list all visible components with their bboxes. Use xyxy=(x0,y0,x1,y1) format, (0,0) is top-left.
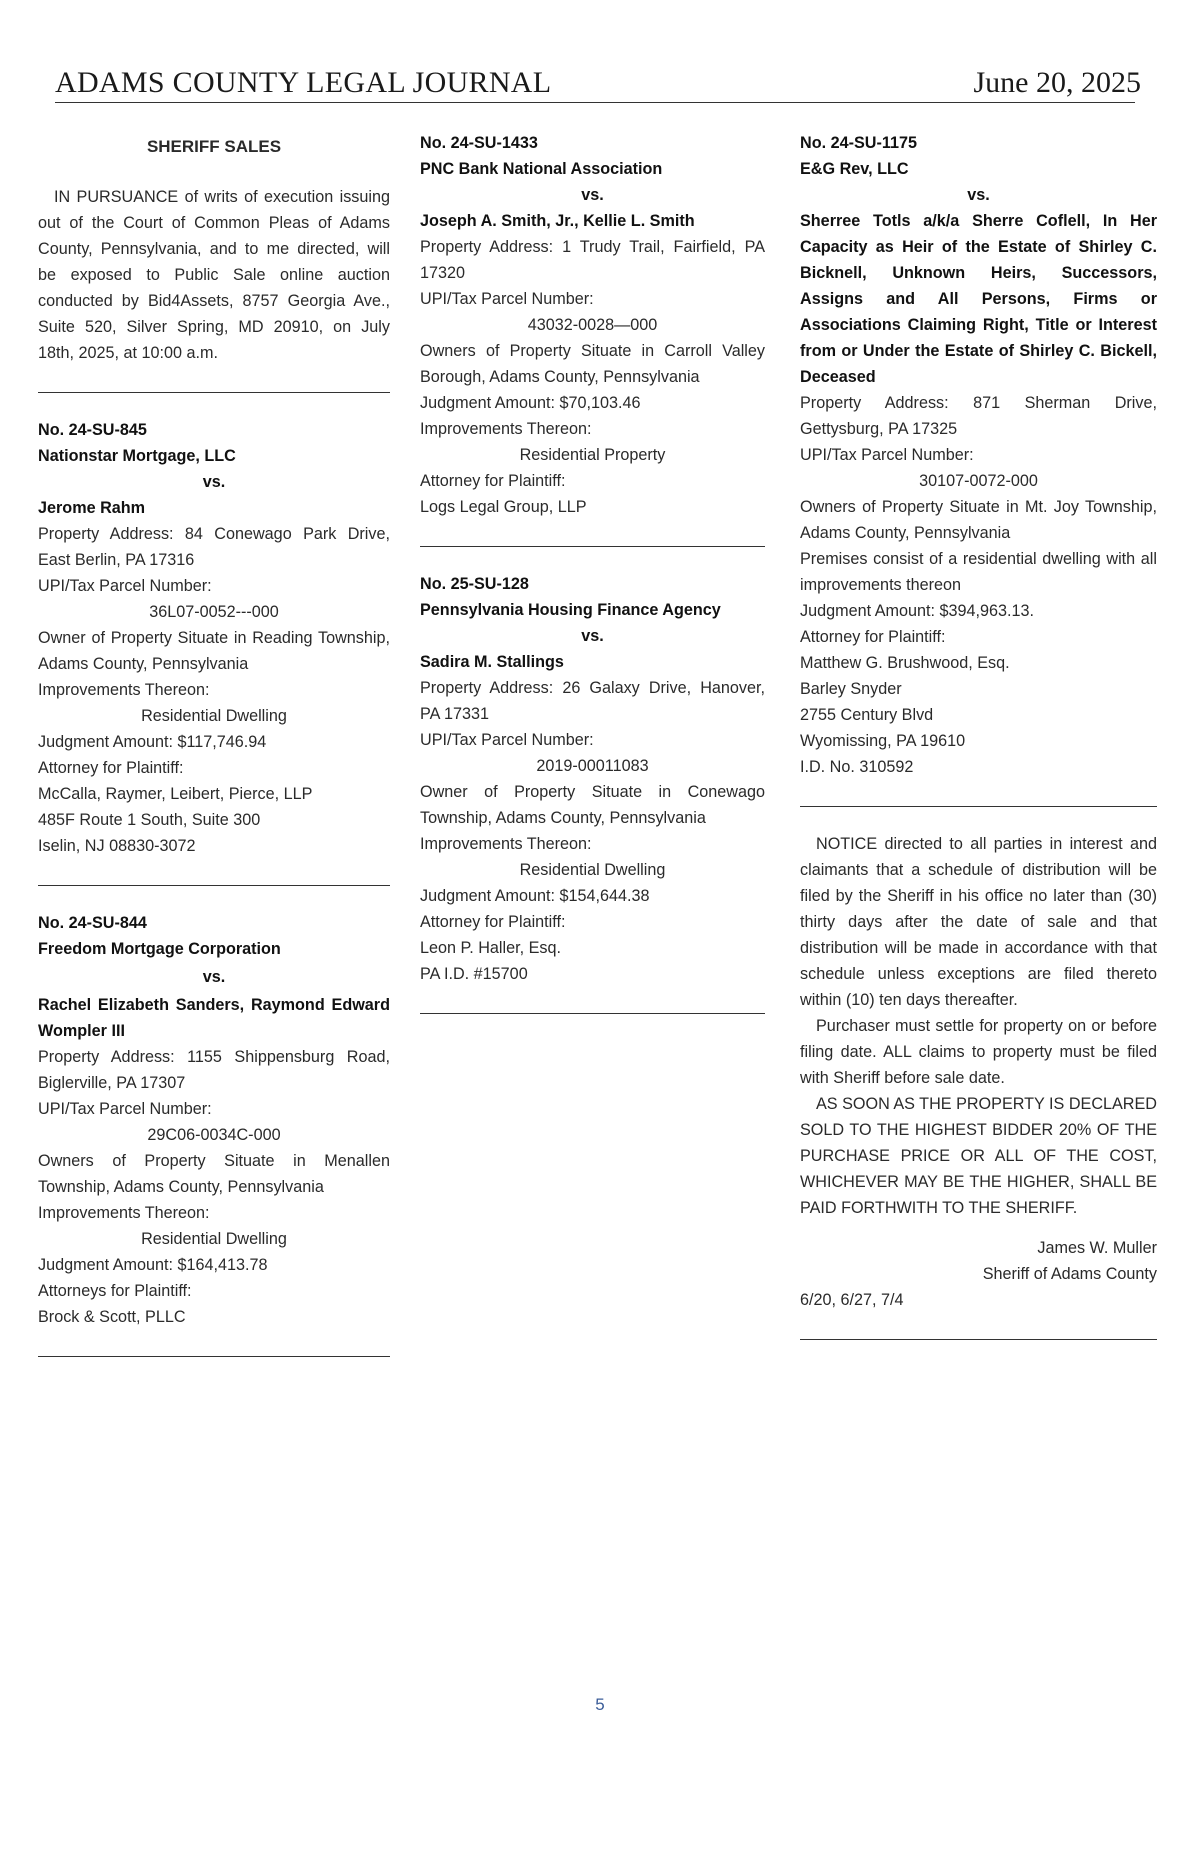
parcel-number: 36L07-0052---000 xyxy=(149,603,279,621)
divider xyxy=(800,1339,1157,1340)
property-address: Property Address: 1 Trudy Trail, Fairfield, PA 17320 xyxy=(420,238,765,282)
sheriff-name: James W. Muller xyxy=(1037,1239,1157,1257)
case-number: No. 24-SU-1433 xyxy=(420,134,538,152)
parcel-number: 30107-0072-000 xyxy=(919,472,1038,490)
issue-date: June 20, 2025 xyxy=(973,66,1141,99)
plaintiff: PNC Bank National Association xyxy=(420,160,663,178)
page-number: 5 xyxy=(595,1695,605,1714)
notice-paragraph: NOTICE directed to all parties in interest and claimants that a schedule of distribution will be filed by the Sheriff in his office no later than (30) thirty days after the date of sale and that distribution will be made in accordance with that schedule unless exceptions are filed thereto within (10) ten days thereafter. xyxy=(800,835,1157,1009)
plaintiff: Nationstar Mortgage, LLC xyxy=(38,447,236,465)
plaintiff: Freedom Mortgage Corporation xyxy=(38,940,281,958)
property-address: Property Address: 26 Galaxy Drive, Hanover, PA 17331 xyxy=(420,679,765,723)
divider xyxy=(800,806,1157,807)
intro-text: IN PURSUANCE of writs of execution issuing out of the Court of Common Pleas of Adams County, Pennsylvania, and to me directed, will be exposed to Public Sale online auction conducted by Bid4Assets, 8757 Georgia Ave., Suite 520, Silver Spring, MD 20910, on July 18th, 2025, at 10:00 a.m. xyxy=(38,188,390,362)
divider xyxy=(38,392,390,393)
attorney-line: Wyomissing, PA 19610 xyxy=(800,732,966,750)
premises-text: Premises consist of a residential dwelling with all improvements thereon xyxy=(800,550,1157,594)
parcel-label: UPI/Tax Parcel Number: xyxy=(420,731,594,749)
owner-text: Owners of Property Situate in Mt. Joy Township, Adams County, Pennsylvania xyxy=(800,498,1157,542)
section-heading: SHERIFF SALES xyxy=(146,137,282,156)
versus: vs. xyxy=(202,473,226,491)
owner-text: Owners of Property Situate in Menallen Township, Adams County, Pennsylvania xyxy=(38,1152,390,1196)
attorney-label: Attorney for Plaintiff: xyxy=(38,759,184,777)
defendant: Jerome Rahm xyxy=(38,499,146,517)
attorney-line: 2755 Century Blvd xyxy=(800,706,934,724)
divider xyxy=(420,1013,765,1014)
improvements: Residential Property xyxy=(519,446,666,464)
judgment-amount: Judgment Amount: $164,413.78 xyxy=(38,1256,268,1274)
improvements-label: Improvements Thereon: xyxy=(420,835,592,853)
defendant: Rachel Elizabeth Sanders, Raymond Edward Wompler III xyxy=(38,996,390,1040)
attorney-label: Attorneys for Plaintiff: xyxy=(38,1282,192,1300)
column-1 xyxy=(38,130,390,1357)
parcel-number: 2019-00011083 xyxy=(536,757,649,775)
sale-listing xyxy=(420,571,765,987)
property-address: Property Address: 871 Sherman Drive, Gettysburg, PA 17325 xyxy=(800,394,1157,438)
column-2 xyxy=(420,130,765,1014)
case-number: No. 24-SU-844 xyxy=(38,914,147,932)
sale-listing xyxy=(420,130,765,520)
journal-title: ADAMS COUNTY LEGAL JOURNAL xyxy=(55,66,552,99)
judgment-amount: Judgment Amount: $70,103.46 xyxy=(420,394,641,412)
versus: vs. xyxy=(967,186,990,204)
divider xyxy=(38,1356,390,1357)
parcel-number: 43032-0028—000 xyxy=(527,316,658,334)
improvements: Residential Dwelling xyxy=(141,707,287,725)
sheriff-title: Sheriff of Adams County xyxy=(982,1265,1157,1283)
property-address: Property Address: 84 Conewago Park Drive, East Berlin, PA 17316 xyxy=(38,525,390,569)
divider xyxy=(420,546,765,547)
distribution-notice xyxy=(800,831,1157,1313)
improvements-label: Improvements Thereon: xyxy=(420,420,592,438)
improvements: Residential Dwelling xyxy=(519,861,666,879)
column-3 xyxy=(800,130,1157,1340)
notice-paragraph: Purchaser must settle for property on or before filing date. ALL claims to property must be filed with Sheriff before sale date. xyxy=(800,1017,1157,1087)
page-header xyxy=(55,62,1141,103)
plaintiff: E&G Rev, LLC xyxy=(800,160,909,178)
owner-text: Owner of Property Situate in Conewago Township, Adams County, Pennsylvania xyxy=(420,783,765,827)
versus: vs. xyxy=(581,627,604,645)
judgment-amount: Judgment Amount: $117,746.94 xyxy=(38,733,267,751)
sale-listing xyxy=(800,130,1157,780)
case-number: No. 24-SU-1175 xyxy=(800,134,917,152)
divider xyxy=(38,885,390,886)
notice-paragraph: AS SOON AS THE PROPERTY IS DECLARED SOLD TO THE HIGHEST BIDDER 20% OF THE PURCHASE PRICE OR ALL OF THE COST, WHICHEVER MAY BE THE HIGHER, SHALL BE PAID FORTHWITH TO THE SHERIFF. xyxy=(800,1095,1157,1217)
improvements-label: Improvements Thereon: xyxy=(38,681,210,699)
publication-dates: 6/20, 6/27, 7/4 xyxy=(800,1291,904,1309)
improvements-label: Improvements Thereon: xyxy=(38,1204,210,1222)
sale-listing xyxy=(38,910,390,1330)
attorney-line: PA I.D. #15700 xyxy=(420,965,528,983)
versus: vs. xyxy=(202,968,226,986)
attorney-line: Matthew G. Brushwood, Esq. xyxy=(800,654,1010,672)
attorney-label: Attorney for Plaintiff: xyxy=(420,472,566,490)
attorney-label: Attorney for Plaintiff: xyxy=(800,628,946,646)
sale-listing xyxy=(38,417,390,859)
property-address: Property Address: 1155 Shippensburg Road, Biglerville, PA 17307 xyxy=(38,1048,390,1092)
judgment-amount: Judgment Amount: $154,644.38 xyxy=(420,887,650,905)
improvements: Residential Dwelling xyxy=(141,1230,287,1248)
case-number: No. 25-SU-128 xyxy=(420,575,529,593)
parcel-label: UPI/Tax Parcel Number: xyxy=(38,577,212,595)
attorney-line: Leon P. Haller, Esq. xyxy=(420,939,561,957)
attorney-line: McCalla, Raymer, Leibert, Pierce, LLP xyxy=(38,785,313,803)
attorney-line: Barley Snyder xyxy=(800,680,902,698)
attorney-line: 485F Route 1 South, Suite 300 xyxy=(38,811,261,829)
judgment-amount: Judgment Amount: $394,963.13. xyxy=(800,602,1034,620)
owner-text: Owner of Property Situate in Reading Township, Adams County, Pennsylvania xyxy=(38,629,390,673)
parcel-number: 29C06-0034C-000 xyxy=(147,1126,281,1144)
attorney-label: Attorney for Plaintiff: xyxy=(420,913,566,931)
owner-text: Owners of Property Situate in Carroll Valley Borough, Adams County, Pennsylvania xyxy=(420,342,765,386)
versus: vs. xyxy=(581,186,604,204)
attorney-line: Iselin, NJ 08830-3072 xyxy=(38,837,196,855)
parcel-label: UPI/Tax Parcel Number: xyxy=(420,290,594,308)
parcel-label: UPI/Tax Parcel Number: xyxy=(800,446,974,464)
defendant: Sherree Totls a/k/a Sherre Coflell, In Her Capacity as Heir of the Estate of Shirley C. Bicknell, Unknown Heirs, Successors, Assigns and All Persons, Firms or Associations Claiming Right, Title or Interest from or Under the Estate of Shirley C. Bickell, Deceased xyxy=(800,212,1157,386)
attorney-line: Logs Legal Group, LLP xyxy=(420,498,587,516)
attorney-line: I.D. No. 310592 xyxy=(800,758,914,776)
plaintiff: Pennsylvania Housing Finance Agency xyxy=(420,601,721,619)
case-number: No. 24-SU-845 xyxy=(38,421,147,439)
defendant: Joseph A. Smith, Jr., Kellie L. Smith xyxy=(420,212,695,230)
attorney-line: Brock & Scott, PLLC xyxy=(38,1308,186,1326)
parcel-label: UPI/Tax Parcel Number: xyxy=(38,1100,212,1118)
defendant: Sadira M. Stallings xyxy=(420,653,564,671)
